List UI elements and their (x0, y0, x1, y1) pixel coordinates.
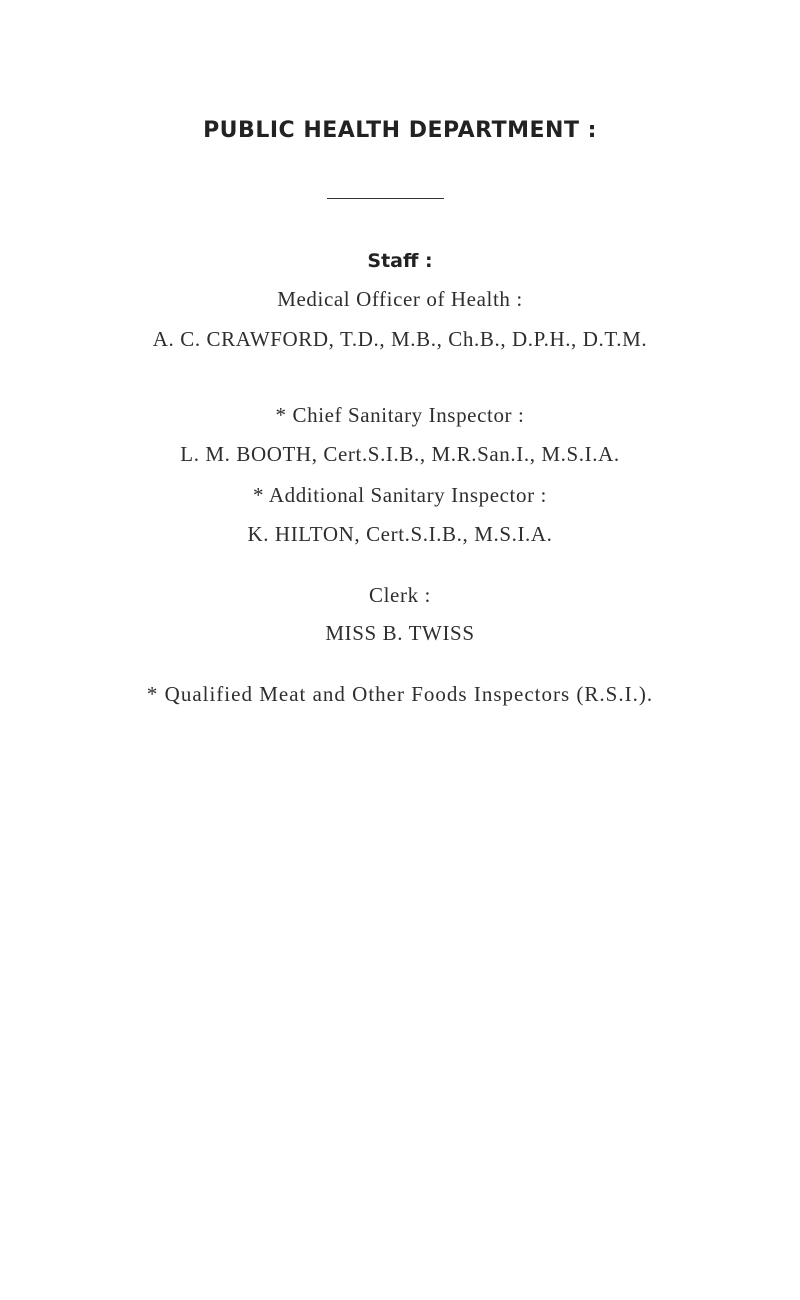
page-title: PUBLIC HEALTH DEPARTMENT : (203, 118, 597, 143)
staff-name-clerk: MISS B. TWISS (325, 621, 475, 645)
staff-role-medical-officer: Medical Officer of Health : (277, 287, 523, 311)
divider-rule (327, 198, 444, 199)
staff-name-chief-inspector: L. M. BOOTH, Cert.S.I.B., M.R.San.I., M.S.I.A. (180, 442, 620, 466)
footnote: * Qualified Meat and Other Foods Inspectors (R.S.I.). (146, 682, 654, 706)
staff-role-chief-inspector: * Chief Sanitary Inspector : (275, 403, 525, 427)
staff-role-additional-inspector: * Additional Sanitary Inspector : (253, 483, 547, 507)
staff-name-medical-officer: A. C. CRAWFORD, T.D., M.B., Ch.B., D.P.H., D.T.M. (152, 327, 648, 351)
section-label: Staff : (367, 250, 433, 272)
staff-role-clerk: Clerk : (369, 583, 431, 607)
staff-name-additional-inspector: K. HILTON, Cert.S.I.B., M.S.I.A. (247, 522, 553, 546)
